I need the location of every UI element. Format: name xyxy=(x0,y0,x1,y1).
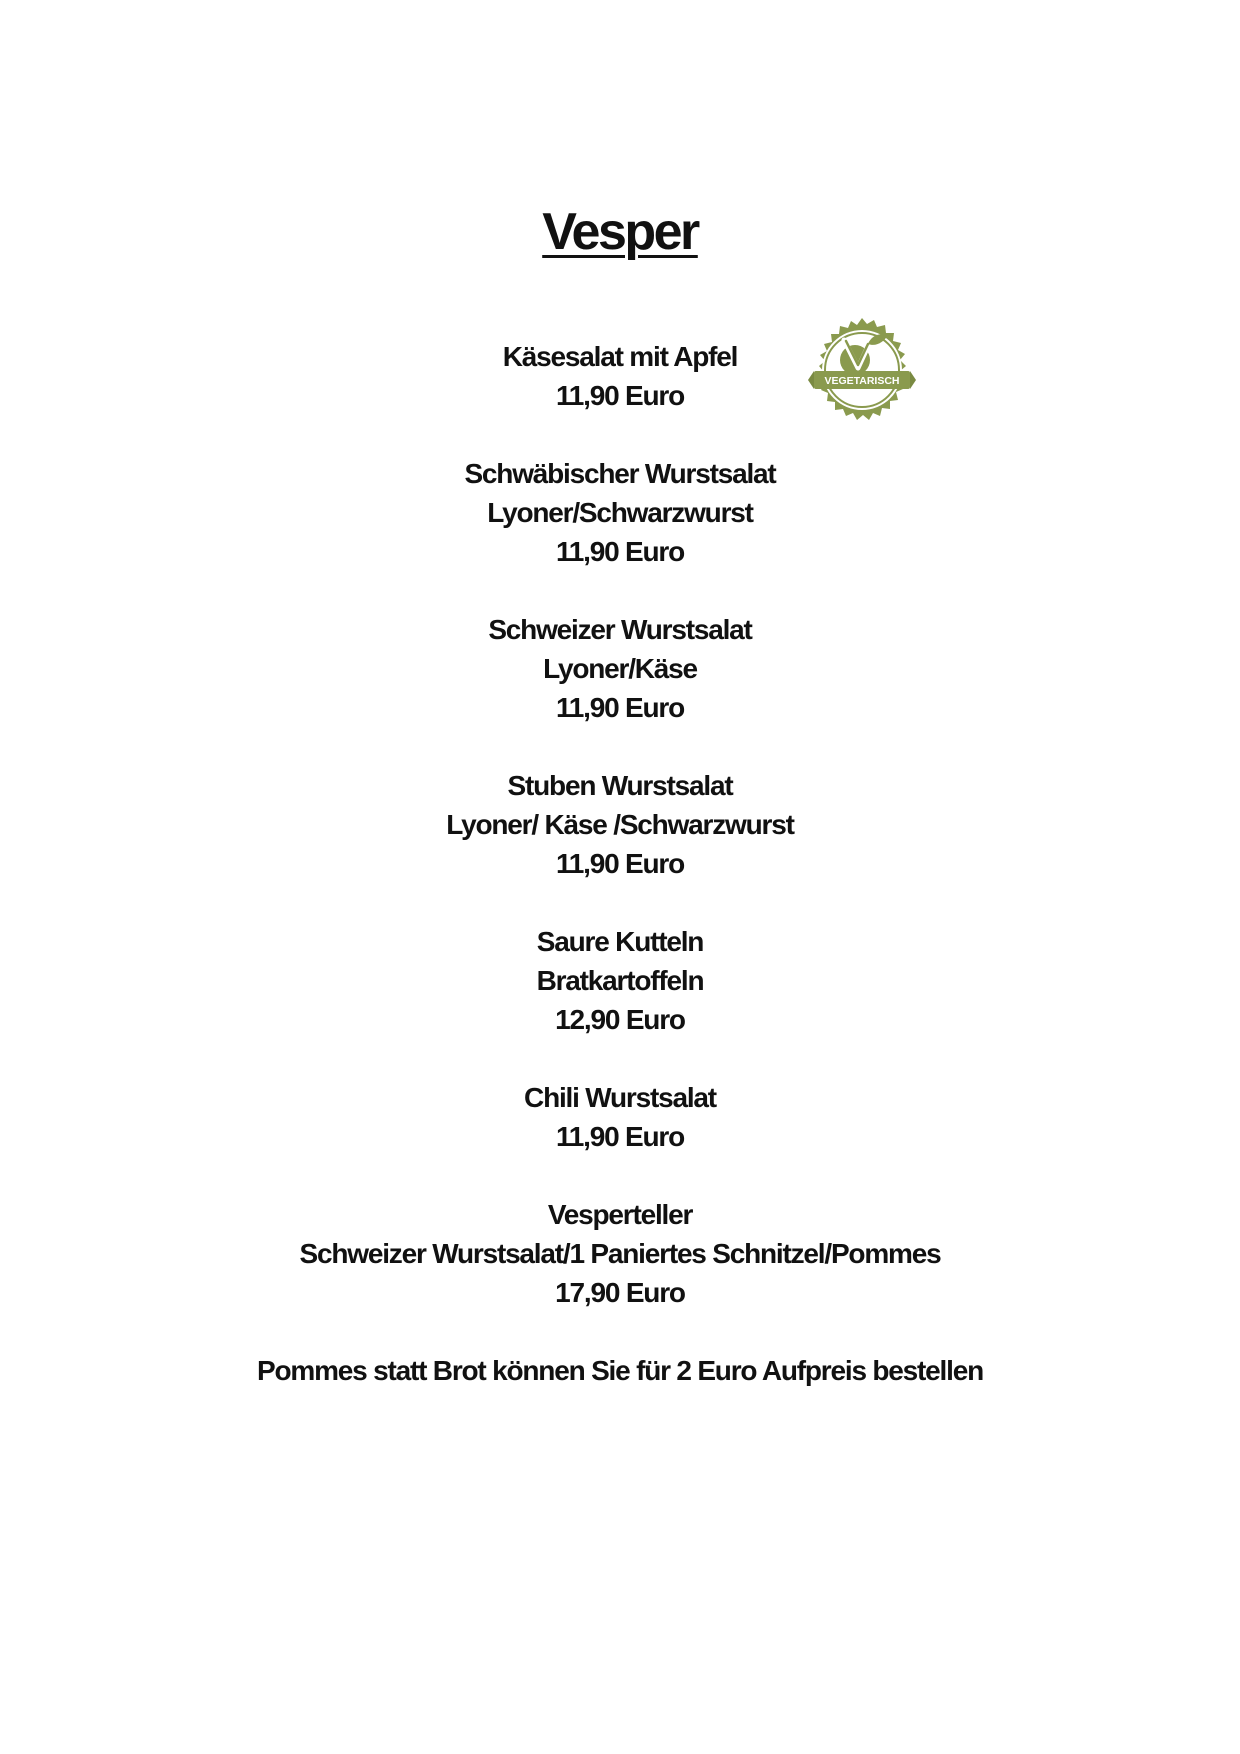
menu-item-name: Käsesalat mit Apfel xyxy=(502,341,738,372)
badge-ribbon-left-tail xyxy=(808,371,814,389)
menu-item xyxy=(0,610,1240,727)
menu-item-price: 11,90 Euro xyxy=(555,1121,685,1152)
menu-item-price: 12,90 Euro xyxy=(555,1004,685,1035)
menu-item-details: Lyoner/Schwarzwurst xyxy=(487,497,753,528)
menu-item-price: 11,90 Euro xyxy=(555,536,685,567)
menu-item-price: 11,90 Euro xyxy=(555,380,685,411)
menu-item-name: Vesperteller xyxy=(547,1199,693,1230)
menu-item-details: Lyoner/ Käse /Schwarzwurst xyxy=(446,809,794,840)
menu-item-details: Schweizer Wurstsalat/1 Paniertes Schnitzel/Pommes xyxy=(299,1238,941,1269)
menu-note: Pommes statt Brot können Sie für 2 Euro Aufpreis bestellen xyxy=(257,1355,983,1386)
page-title xyxy=(0,203,1240,261)
menu-item xyxy=(0,454,1240,571)
vegetarian-badge-icon xyxy=(806,316,918,428)
menu-item-name: Schweizer Wurstsalat xyxy=(488,614,752,645)
menu-item-price: 11,90 Euro xyxy=(555,692,685,723)
menu-item-name: Chili Wurstsalat xyxy=(524,1082,716,1113)
menu-item xyxy=(0,922,1240,1039)
badge-ribbon-right-tail xyxy=(910,371,916,389)
menu-item xyxy=(0,1078,1240,1156)
menu-item xyxy=(0,766,1240,883)
menu-list xyxy=(0,337,1240,1390)
badge-label: VEGETARISCH xyxy=(824,375,900,387)
menu-item-name: Saure Kutteln xyxy=(536,926,704,957)
menu-item-price: 17,90 Euro xyxy=(555,1277,685,1308)
menu-item xyxy=(0,337,1240,415)
page-title-text: Vesper xyxy=(542,203,698,261)
menu-item-name: Stuben Wurstsalat xyxy=(507,770,733,801)
menu-item xyxy=(0,1195,1240,1312)
menu-item-price: 11,90 Euro xyxy=(555,848,685,879)
menu-item-details: Bratkartoffeln xyxy=(536,965,704,996)
menu-item-details: Lyoner/Käse xyxy=(543,653,697,684)
menu-item-name: Schwäbischer Wurstsalat xyxy=(464,458,776,489)
